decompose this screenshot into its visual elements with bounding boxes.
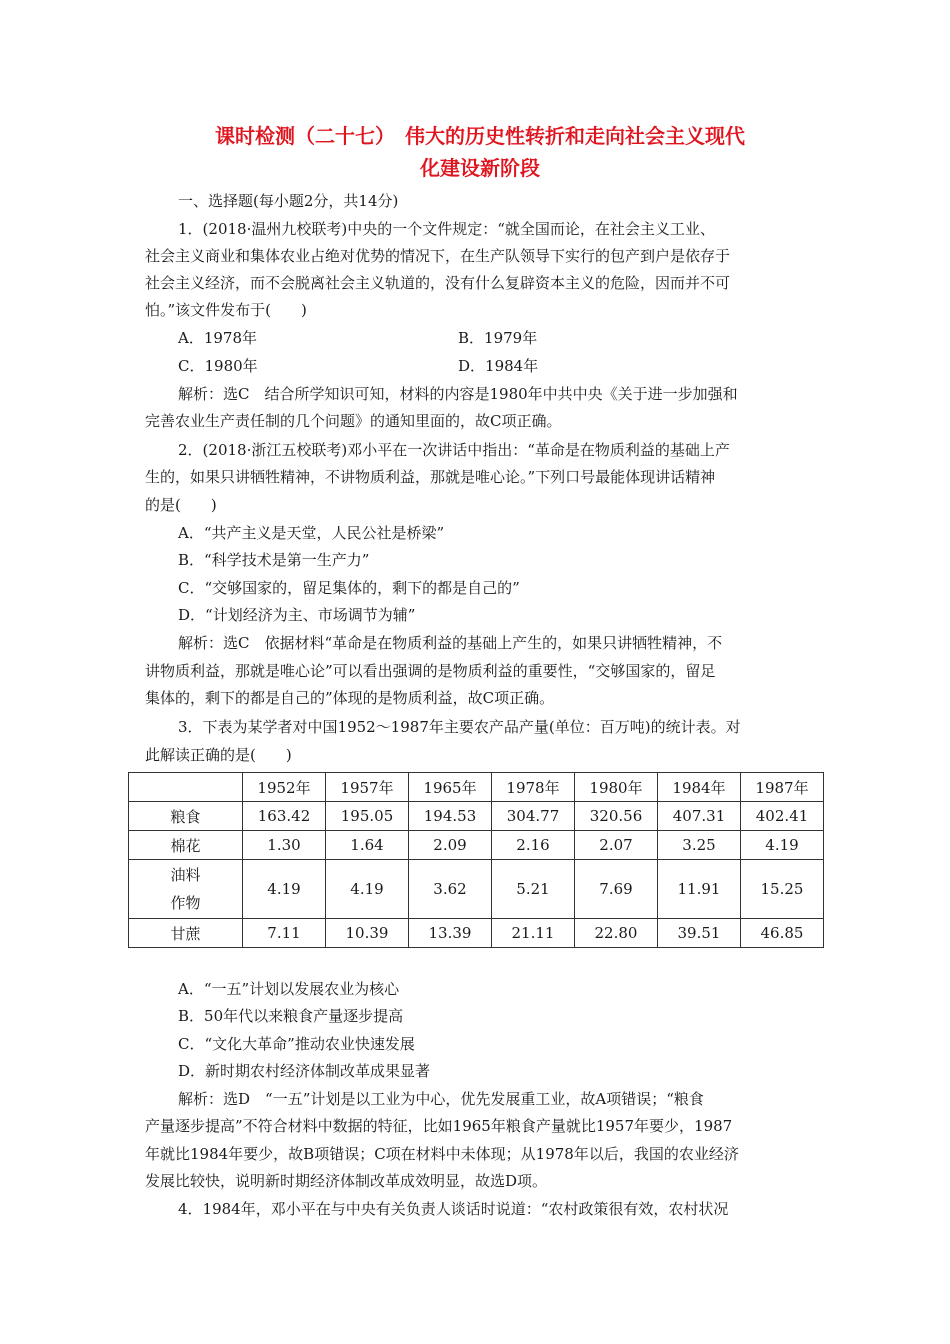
row-label-line: 油料 (170, 866, 201, 884)
q2-line-2: 生的，如果只讲牺牲精神，不讲物质利益，那就是唯心论。”下列口号最能体现讲话精神 (145, 468, 716, 486)
q1-line-3: 社会主义经济，而不会脱离社会主义轨道的，没有什么复辟资本主义的危险，因而并不可 (145, 274, 731, 292)
q2-option-d: D．“计划经济为主、市场调节为辅” (178, 606, 416, 624)
table-cell: 195.05 (326, 802, 409, 831)
row-label (129, 860, 243, 919)
table-cell: 320.56 (575, 802, 658, 831)
table-row (129, 802, 824, 831)
table-cell: 304.77 (492, 802, 575, 831)
title-line-2: 化建设新阶段 (420, 156, 540, 180)
table-cell: 194.53 (409, 802, 492, 831)
table-cell: 15.25 (741, 860, 824, 919)
q4-line-1: 4．1984年，邓小平在与中央有关负责人谈话时说道：“农村政策很有效，农村状况 (178, 1200, 729, 1218)
table-cell: 46.85 (741, 919, 824, 948)
table-cell: 2.16 (492, 831, 575, 860)
table-cell: 1.30 (243, 831, 326, 860)
q3-analysis-3: 年就比1984年要少，故B项错误；C项在材料中未体现；从1978年以后，我国的农业经济 (145, 1145, 739, 1163)
row-label: 甘蔗 (129, 919, 243, 948)
q1-option-b: B．1979年 (458, 329, 538, 347)
table-cell: 1.64 (326, 831, 409, 860)
q2-analysis-2: 讲物质利益，那就是唯心论”可以看出强调的是物质利益的重要性，“交够国家的，留足 (145, 662, 716, 680)
table-cell: 3.25 (658, 831, 741, 860)
year-header: 1952年 (243, 773, 326, 802)
q3-line-1: 3．下表为某学者对中国1952～1987年主要农产品产量(单位：百万吨)的统计表。对 (178, 718, 741, 736)
q3-option-a: A．“一五”计划以发展农业为核心 (178, 980, 400, 998)
table-corner-cell (129, 773, 243, 802)
table-cell: 3.62 (409, 860, 492, 919)
table-header-row (129, 773, 824, 802)
row-label: 棉花 (129, 831, 243, 860)
q2-analysis-1: 解析：选C 依据材料“革命是在物质利益的基础上产生的，如果只讲牺牲精神，不 (178, 634, 723, 652)
q3-analysis-4: 发展比较快，说明新时期经济体制改革成效明显，故选D项。 (145, 1172, 548, 1190)
q1-option-c: C．1980年 (178, 357, 258, 375)
year-header: 1957年 (326, 773, 409, 802)
q2-option-c: C．“交够国家的，留足集体的，剩下的都是自己的” (178, 579, 520, 597)
q1-line-2: 社会主义商业和集体农业占绝对优势的情况下，在生产队领导下实行的包产到户是依存于 (145, 247, 731, 265)
title-line-1: 课时检测（二十七） 伟大的历史性转折和走向社会主义现代 (215, 124, 745, 148)
table-cell: 7.11 (243, 919, 326, 948)
q2-analysis-3: 集体的，剩下的都是自己的”体现的是物质利益，故C项正确。 (145, 689, 555, 707)
table-cell: 4.19 (326, 860, 409, 919)
year-header: 1987年 (741, 773, 824, 802)
year-header: 1978年 (492, 773, 575, 802)
table-cell: 402.41 (741, 802, 824, 831)
q3-analysis-1: 解析：选D “一五”计划是以工业为中心，优先发展重工业，故A项错误；“粮食 (178, 1090, 704, 1108)
table-cell: 4.19 (741, 831, 824, 860)
table-cell: 13.39 (409, 919, 492, 948)
table-cell: 21.11 (492, 919, 575, 948)
year-header: 1980年 (575, 773, 658, 802)
year-header: 1984年 (658, 773, 741, 802)
table-row (129, 919, 824, 948)
table-cell: 4.19 (243, 860, 326, 919)
q1-analysis-2: 完善农业生产责任制的几个问题》的通知里面的，故C项正确。 (145, 412, 562, 430)
table-row (129, 860, 824, 919)
q2-option-a: A．“共产主义是天堂，人民公社是桥梁” (178, 524, 445, 542)
q2-line-1: 2．(2018·浙江五校联考)邓小平在一次讲话中指出：“革命是在物质利益的基础上产 (178, 441, 730, 459)
table-cell: 10.39 (326, 919, 409, 948)
table-cell: 7.69 (575, 860, 658, 919)
row-label: 粮食 (129, 802, 243, 831)
q3-option-c: C．“文化大革命”推动农业快速发展 (178, 1035, 415, 1053)
q3-analysis-2: 产量逐步提高”不符合材料中数据的特征，比如1965年粮食产量就比1957年要少，1987 (145, 1117, 733, 1135)
table-cell: 407.31 (658, 802, 741, 831)
section-heading: 一、选择题(每小题2分，共14分) (178, 192, 399, 210)
q3-option-d: D．新时期农村经济体制改革成果显著 (178, 1062, 431, 1080)
row-label-line: 作物 (170, 894, 201, 912)
q1-option-d: D．1984年 (458, 357, 539, 375)
table-cell: 11.91 (658, 860, 741, 919)
year-header: 1965年 (409, 773, 492, 802)
q2-line-3: 的是( ) (145, 496, 217, 514)
table-row (129, 831, 824, 860)
q1-line-4: 怕。”该文件发布于( ) (145, 301, 307, 319)
table-cell: 39.51 (658, 919, 741, 948)
q1-option-a: A．1978年 (178, 329, 258, 347)
table-cell: 2.07 (575, 831, 658, 860)
table-cell: 5.21 (492, 860, 575, 919)
table-cell: 2.09 (409, 831, 492, 860)
table-cell: 22.80 (575, 919, 658, 948)
table-cell: 163.42 (243, 802, 326, 831)
q3-option-b: B．50年代以来粮食产量逐步提高 (178, 1007, 404, 1025)
q1-analysis-1: 解析：选C 结合所学知识可知，材料的内容是1980年中共中央《关于进一步加强和 (178, 385, 738, 403)
q2-option-b: B．“科学技术是第一生产力” (178, 551, 370, 569)
q1-line-1: 1．(2018·温州九校联考)中央的一个文件规定：“就全国而论，在社会主义工业、 (178, 220, 715, 238)
production-table (128, 772, 824, 948)
q3-line-2: 此解读正确的是( ) (145, 746, 292, 764)
